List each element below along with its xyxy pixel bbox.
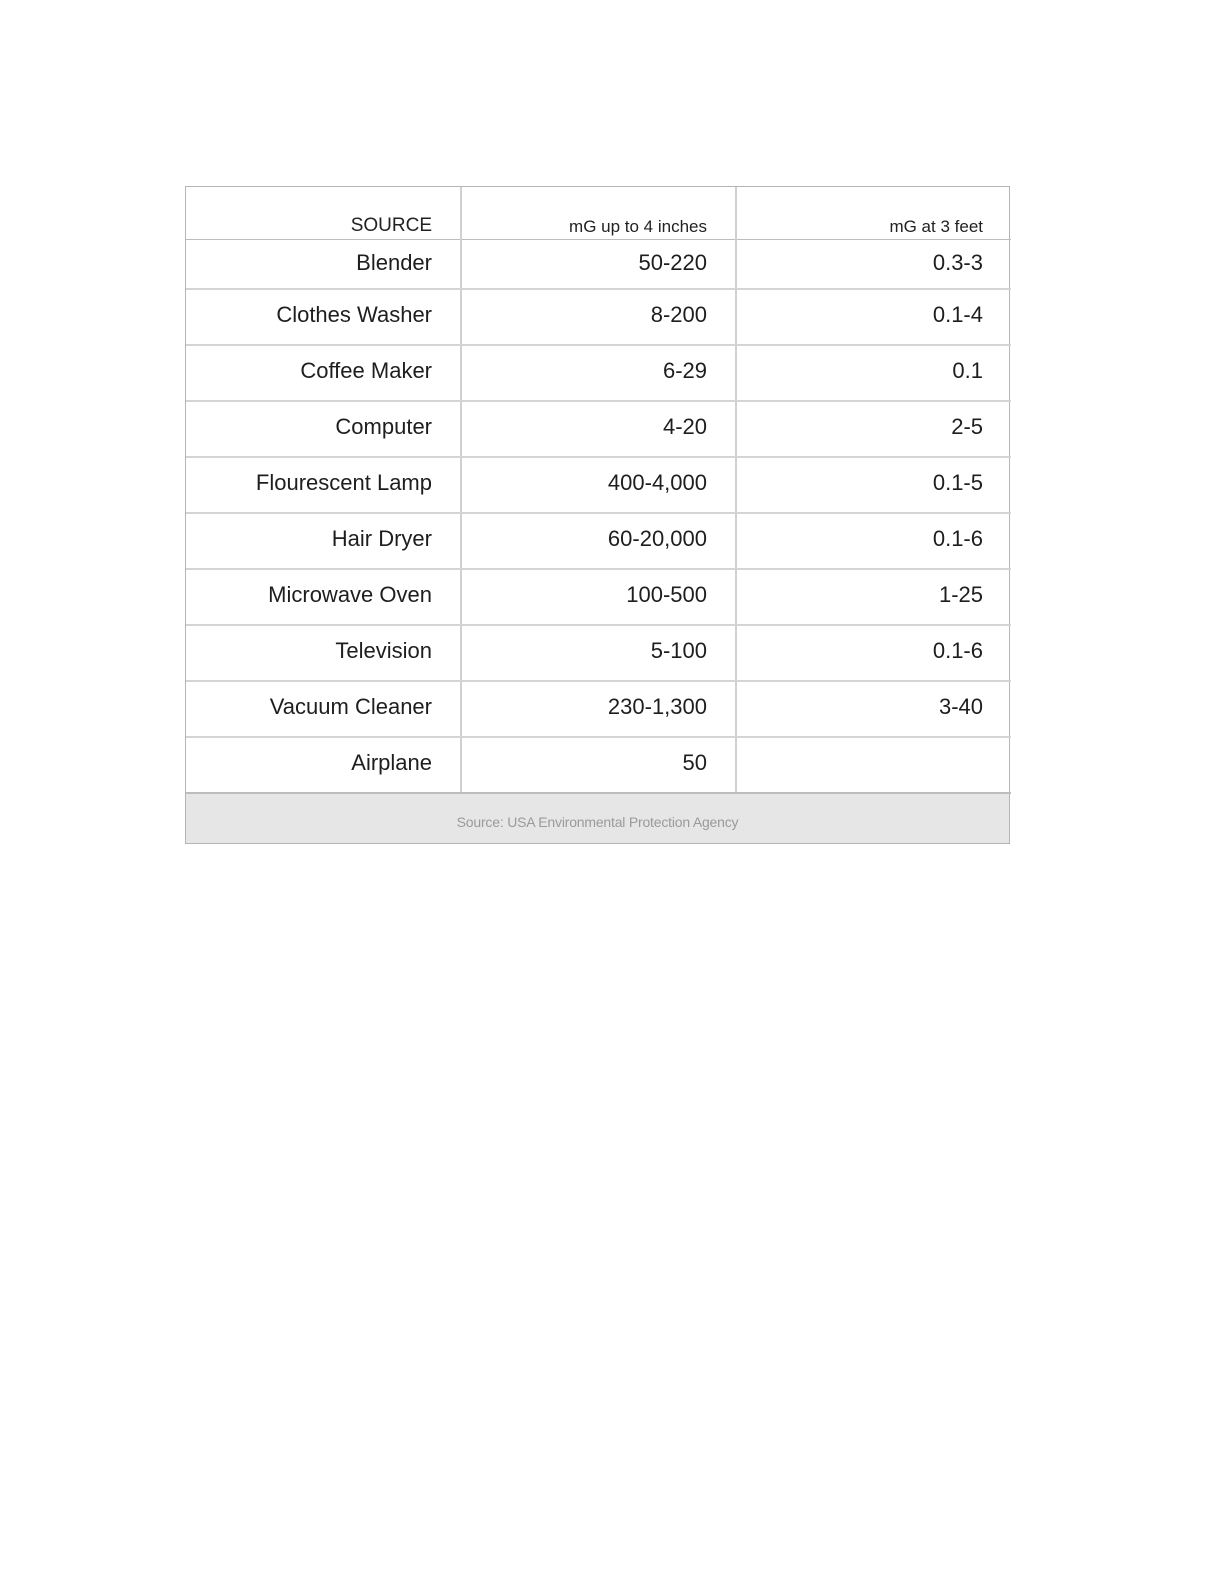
header-source: SOURCE	[186, 187, 461, 240]
cell-source: Television	[186, 625, 461, 681]
cell-source: Clothes Washer	[186, 289, 461, 345]
table-row	[186, 513, 1011, 569]
cell-source: Microwave Oven	[186, 569, 461, 625]
table-row	[186, 625, 1011, 681]
cell-source: Computer	[186, 401, 461, 457]
cell-mg-3-feet: 0.1-6	[736, 625, 1011, 681]
cell-mg-4-inches: 100-500	[461, 569, 736, 625]
cell-source: Hair Dryer	[186, 513, 461, 569]
cell-source: Blender	[186, 240, 461, 290]
header-mg-3-feet: mG at 3 feet	[736, 187, 1011, 240]
header-mg-4-inches: mG up to 4 inches	[461, 187, 736, 240]
cell-mg-3-feet: 0.1-5	[736, 457, 1011, 513]
cell-mg-4-inches: 230-1,300	[461, 681, 736, 737]
cell-mg-4-inches: 50-220	[461, 240, 736, 290]
table-row	[186, 345, 1011, 401]
emf-table	[186, 187, 1011, 794]
table-header-row	[186, 187, 1011, 240]
cell-mg-3-feet: 0.1	[736, 345, 1011, 401]
source-note: Source: USA Environmental Protection Agency	[186, 794, 1009, 843]
table-row	[186, 681, 1011, 737]
cell-mg-3-feet: 0.1-4	[736, 289, 1011, 345]
cell-mg-4-inches: 4-20	[461, 401, 736, 457]
cell-mg-4-inches: 8-200	[461, 289, 736, 345]
table-row	[186, 569, 1011, 625]
cell-mg-4-inches: 5-100	[461, 625, 736, 681]
table-row	[186, 737, 1011, 793]
cell-mg-4-inches: 6-29	[461, 345, 736, 401]
cell-mg-3-feet	[736, 737, 1011, 793]
cell-mg-3-feet: 1-25	[736, 569, 1011, 625]
cell-mg-3-feet: 2-5	[736, 401, 1011, 457]
table-row	[186, 289, 1011, 345]
table-row	[186, 401, 1011, 457]
cell-source: Flourescent Lamp	[186, 457, 461, 513]
cell-source: Airplane	[186, 737, 461, 793]
cell-mg-4-inches: 50	[461, 737, 736, 793]
cell-mg-4-inches: 400-4,000	[461, 457, 736, 513]
emf-table-frame	[185, 186, 1010, 844]
cell-source: Vacuum Cleaner	[186, 681, 461, 737]
table-row	[186, 457, 1011, 513]
table-row	[186, 240, 1011, 290]
cell-mg-3-feet: 0.3-3	[736, 240, 1011, 290]
cell-mg-3-feet: 0.1-6	[736, 513, 1011, 569]
cell-mg-3-feet: 3-40	[736, 681, 1011, 737]
cell-source: Coffee Maker	[186, 345, 461, 401]
cell-mg-4-inches: 60-20,000	[461, 513, 736, 569]
